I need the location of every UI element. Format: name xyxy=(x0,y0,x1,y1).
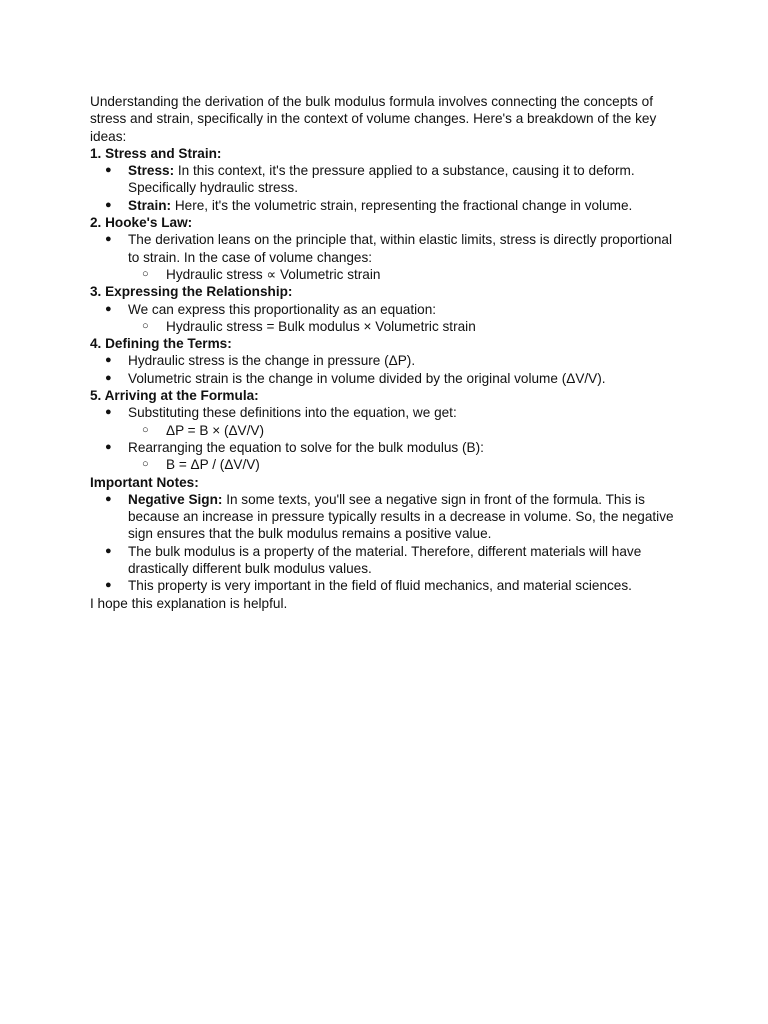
item-text: This property is very important in the field of fluid mechanics, and material sciences. xyxy=(128,578,632,594)
list-item xyxy=(90,577,680,594)
section-heading-stress-strain: 1. Stress and Strain: xyxy=(90,145,222,161)
intro-paragraph: Understanding the derivation of the bulk modulus formula involves connecting the concepts of stress and strain, specifically in the context of volume changes. Here's a breakdown of the key ideas: xyxy=(90,94,657,144)
bullet-icon: ● xyxy=(105,406,112,419)
list-item xyxy=(90,404,680,421)
term-label: Strain: xyxy=(128,197,172,213)
bullet-icon: ● xyxy=(105,544,112,557)
list-item xyxy=(90,352,680,369)
hollow-bullet-icon: ○ xyxy=(142,267,149,280)
hollow-bullet-icon: ○ xyxy=(142,423,149,436)
section-list-hookes-law xyxy=(90,231,680,283)
list-item xyxy=(90,543,680,578)
section-list-stress-strain xyxy=(90,162,680,214)
section-list-formula xyxy=(90,404,680,473)
list-item xyxy=(90,231,680,266)
bullet-icon: ● xyxy=(105,579,112,592)
list-item xyxy=(90,370,680,387)
bullet-icon: ● xyxy=(105,302,112,315)
term-description: In this context, it's the pressure applied to a substance, causing it to deform. Specifically hydraulic stress. xyxy=(128,163,635,196)
hollow-bullet-icon: ○ xyxy=(142,319,149,332)
section-list-important-notes xyxy=(90,491,680,595)
section-heading-defining-terms: 4. Defining the Terms: xyxy=(90,336,232,352)
term-label: Negative Sign: xyxy=(128,491,223,507)
item-text: We can express this proportionality as an equation: xyxy=(128,301,437,317)
formula-text: ΔP = B × (ΔV/V) xyxy=(166,422,264,438)
section-list-defining-terms xyxy=(90,352,680,387)
sub-list-item xyxy=(90,318,680,335)
list-item xyxy=(90,301,680,318)
list-item xyxy=(90,491,680,543)
sub-list-item xyxy=(90,422,680,439)
bullet-icon: ● xyxy=(105,233,112,246)
section-heading-hookes-law: 2. Hooke's Law: xyxy=(90,215,193,231)
item-text: Volumetric strain is the change in volume divided by the original volume (ΔV/V). xyxy=(128,370,606,386)
bullet-icon: ● xyxy=(105,164,112,177)
bullet-icon: ● xyxy=(105,198,112,211)
item-text: Hydraulic stress is the change in pressure (ΔP). xyxy=(128,353,416,369)
bullet-icon: ● xyxy=(105,371,112,384)
document-body xyxy=(90,93,680,612)
section-heading-relationship: 3. Expressing the Relationship: xyxy=(90,284,293,300)
list-item xyxy=(90,162,680,197)
bullet-icon: ● xyxy=(105,440,112,453)
list-item xyxy=(90,439,680,456)
sub-list-item xyxy=(90,456,680,473)
term-description: In some texts, you'll see a negative sign in front of the formula. This is because an increase in pressure typically results in a decrease in volume. So, the negative sign ensures that the bulk modulus remains a positive value. xyxy=(128,491,674,542)
formula-text: Hydraulic stress ∝ Volumetric strain xyxy=(166,266,381,282)
formula-text: Hydraulic stress = Bulk modulus × Volumetric strain xyxy=(166,318,476,334)
list-item xyxy=(90,197,680,214)
bullet-icon: ● xyxy=(105,354,112,367)
formula-text: B = ΔP / (ΔV/V) xyxy=(166,457,260,473)
bullet-icon: ● xyxy=(105,492,112,505)
item-text: The derivation leans on the principle that, within elastic limits, stress is directly proportional to strain. In the case of volume changes: xyxy=(128,232,672,265)
item-text: The bulk modulus is a property of the material. Therefore, different materials will have drastically different bulk modulus values. xyxy=(128,543,642,577)
hollow-bullet-icon: ○ xyxy=(142,458,149,471)
term-description: Here, it's the volumetric strain, representing the fractional change in volume. xyxy=(171,197,633,213)
term-label: Stress: xyxy=(128,163,175,179)
item-text: Substituting these definitions into the equation, we get: xyxy=(128,405,457,421)
section-list-relationship xyxy=(90,301,680,336)
section-heading-important-notes: Important Notes: xyxy=(90,474,199,490)
section-heading-formula: 5. Arriving at the Formula: xyxy=(90,388,259,404)
closing-paragraph: I hope this explanation is helpful. xyxy=(90,595,288,611)
item-text: Rearranging the equation to solve for the bulk modulus (B): xyxy=(128,439,484,455)
sub-list-item xyxy=(90,266,680,283)
